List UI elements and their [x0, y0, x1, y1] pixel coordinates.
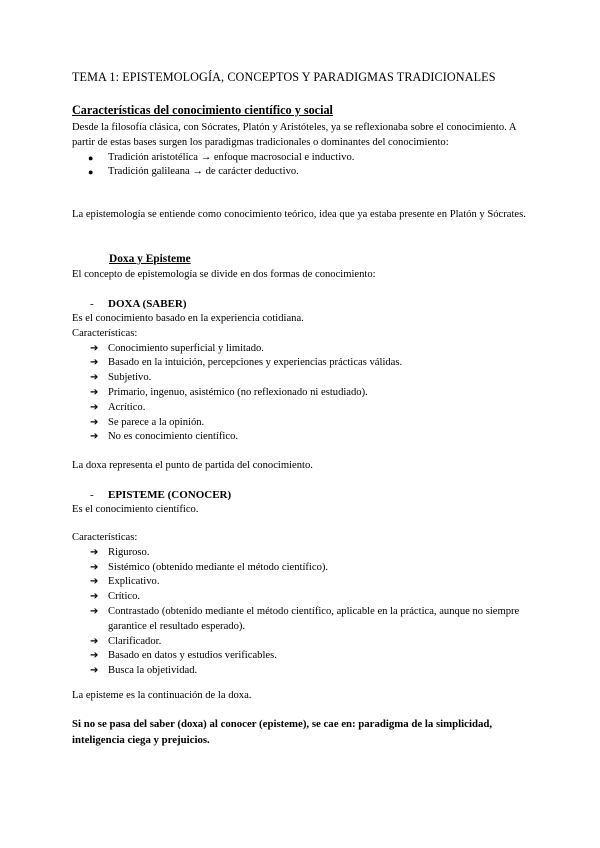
list-item: ➔ No es conocimiento científico. [72, 430, 532, 445]
episteme-conclusion: La episteme es la continuación de la doxa. [72, 690, 252, 701]
arrow-icon: ➔ [90, 665, 99, 677]
doxa-conclusion: La doxa representa el punto de partida del conocimiento. [72, 460, 313, 471]
list-item: ● Tradición galileana → de carácter deductivo. [72, 165, 532, 180]
list-item: ➔ Acrítico. [72, 401, 532, 416]
bullet-icon: ● [88, 152, 94, 163]
list-item: ➔ Busca la objetividad. [72, 664, 532, 679]
arrow-icon: ➔ [90, 401, 99, 413]
section-heading-characteristics: Características del conocimiento científico y social [72, 103, 333, 117]
doxa-episteme-intro: El concepto de epistemología se divide en dos formas de conocimiento: [72, 269, 376, 280]
episteme-definition: Es el conocimiento científico. [72, 504, 199, 515]
list-item: ➔ Primario, ingenuo, asistémico (no reflexionado ni estudiado). [72, 386, 532, 401]
arrow-icon: ➔ [90, 386, 99, 398]
arrow-icon: ➔ [90, 342, 99, 354]
list-item: ➔ Basado en datos y estudios verificables. [72, 649, 532, 664]
document-title: TEMA 1: EPISTEMOLOGÍA, CONCEPTOS Y PARADIGMAS TRADICIONALES [72, 70, 496, 84]
arrow-icon: ➔ [90, 576, 99, 588]
arrow-icon: ➔ [90, 591, 99, 603]
arrow-icon: ➔ [90, 357, 99, 369]
arrow-icon: ➔ [90, 372, 99, 384]
list-item: ➔ Riguroso. [72, 546, 532, 561]
intro-paragraph: Desde la filosofía clásica, con Sócrates, Platón y Aristóteles, ya se reflexionaba sobre el conocimiento. A partir de estas bases surgen los paradigmas tradicionales o dominantes del conocimiento: [72, 122, 516, 148]
arrow-icon: ➔ [90, 605, 99, 617]
list-item: ➔ Contrastado (obtenido mediante el método científico, aplicable en la práctica, aunque no siempre garantice el resultado esperado). [90, 605, 520, 632]
doxa-characteristics-label: Características: [72, 327, 138, 339]
tradition-list [72, 151, 532, 181]
arrow-icon: ➔ [90, 416, 99, 428]
epistemology-paragraph: La epistemología se entiende como conocimiento teórico, idea que ya estaba presente en Platón y Sócrates. [72, 209, 526, 220]
episteme-characteristics-label: Características: [72, 532, 138, 543]
episteme-characteristics-list [72, 546, 532, 679]
section-characteristics-body [72, 121, 532, 180]
list-item: ➔ Sistémico (obtenido mediante el método científico). [72, 561, 532, 576]
list-item: ➔ Clarificador. [72, 635, 532, 650]
list-item: ➔ Se parece a la opinión. [72, 416, 532, 431]
list-item: ➔ Conocimiento superficial y limitado. [72, 342, 532, 357]
bullet-icon: ● [88, 167, 94, 178]
episteme-heading: - EPISTEME (CONOCER) [90, 489, 232, 501]
list-item: ➔ Basado en la intuición, percepciones y experiencias prácticas válidas. [72, 356, 532, 371]
list-item: ➔ Subjetivo. [72, 371, 532, 386]
arrow-icon: ➔ [90, 561, 99, 573]
doxa-heading: - DOXA (SABER) [90, 298, 187, 310]
arrow-icon: ➔ [90, 431, 99, 443]
arrow-icon: ➔ [90, 650, 99, 662]
doxa-definition: Es el conocimiento basado en la experiencia cotidiana. [72, 313, 304, 324]
list-item: ➔ Crítico. [72, 590, 532, 605]
final-note: Si no se pasa del saber (doxa) al conocer (episteme), se cae en: paradigma de la simplicidad, inteligencia ciega y prejuicios. [72, 718, 493, 746]
doxa-characteristics-list [72, 342, 532, 446]
arrow-icon: ➔ [90, 546, 99, 558]
doxa-body [72, 312, 532, 445]
section-heading-doxa-episteme: Doxa y Episteme [109, 253, 191, 265]
list-item: ● Tradición aristotélica → enfoque macrosocial e inductivo. [72, 151, 532, 166]
list-item: ➔ Explicativo. [72, 575, 532, 590]
arrow-icon: ➔ [90, 635, 99, 647]
episteme-body [72, 531, 532, 679]
